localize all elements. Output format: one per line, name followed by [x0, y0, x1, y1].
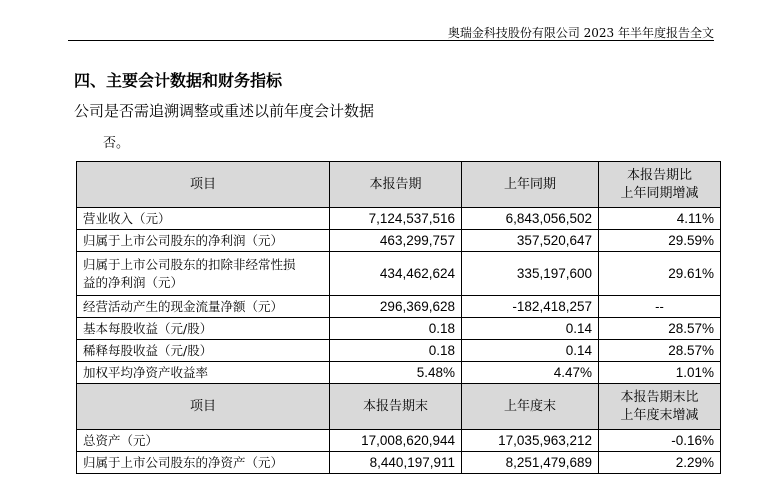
- row-change: 2.29%: [599, 452, 721, 474]
- subheader-item: 项目: [77, 384, 330, 430]
- header-prior-period: 上年同期: [462, 162, 599, 208]
- header-divider: [68, 40, 714, 41]
- row-prior: 8,251,479,689: [462, 452, 599, 474]
- row-change: 29.59%: [599, 230, 721, 252]
- row-current: 0.18: [330, 318, 462, 340]
- row-item: 归属于上市公司股东的净利润（元）: [77, 230, 330, 252]
- subheader-prior-year-end: 上年度末: [462, 384, 599, 430]
- row-item: 归属于上市公司股东的净资产（元）: [77, 452, 330, 474]
- financial-indicators-table: [76, 161, 721, 474]
- row-current: 296,369,628: [330, 296, 462, 318]
- row-current: 17,008,620,944: [330, 430, 462, 452]
- row-change: 1.01%: [599, 362, 721, 384]
- row-change: 28.57%: [599, 340, 721, 362]
- row-prior: 17,035,963,212: [462, 430, 599, 452]
- row-item: 经营活动产生的现金流量净额（元）: [77, 296, 330, 318]
- table-row: [77, 252, 721, 296]
- row-prior: -182,418,257: [462, 296, 599, 318]
- row-prior: 335,197,600: [462, 252, 599, 296]
- row-change: 28.57%: [599, 318, 721, 340]
- row-item: 归属于上市公司股东的扣除非经常性损 益的净利润（元）: [77, 252, 330, 296]
- row-change: 4.11%: [599, 208, 721, 230]
- row-item: 基本每股收益（元/股）: [77, 318, 330, 340]
- row-current: 5.48%: [330, 362, 462, 384]
- row-prior: 4.47%: [462, 362, 599, 384]
- table-header-row: [77, 162, 721, 208]
- table-row: [77, 230, 721, 252]
- subheader-period-end: 本报告期末: [330, 384, 462, 430]
- table-row: [77, 430, 721, 452]
- row-current: 434,462,624: [330, 252, 462, 296]
- row-item: 稀释每股收益（元/股）: [77, 340, 330, 362]
- header-change: 本报告期比 上年同期增减: [599, 162, 721, 208]
- row-change: --: [599, 296, 721, 318]
- row-change: -0.16%: [599, 430, 721, 452]
- row-current: 7,124,537,516: [330, 208, 462, 230]
- table-subheader-row: [77, 384, 721, 430]
- row-change: 29.61%: [599, 252, 721, 296]
- table-row: [77, 340, 721, 362]
- row-prior: 6,843,056,502: [462, 208, 599, 230]
- row-prior: 0.14: [462, 318, 599, 340]
- page-header: 奥瑞金科技股份有限公司 2023 年半年度报告全文: [447, 26, 714, 40]
- table-row: [77, 318, 721, 340]
- header-current-period: 本报告期: [330, 162, 462, 208]
- row-prior: 0.14: [462, 340, 599, 362]
- row-item: 加权平均净资产收益率: [77, 362, 330, 384]
- header-item: 项目: [77, 162, 330, 208]
- section-title: 四、主要会计数据和财务指标: [74, 71, 283, 90]
- restatement-answer: 否。: [103, 136, 130, 151]
- row-item: 总资产（元）: [77, 430, 330, 452]
- table-row: [77, 452, 721, 474]
- row-prior: 357,520,647: [462, 230, 599, 252]
- table-row: [77, 362, 721, 384]
- row-item: 营业收入（元）: [77, 208, 330, 230]
- row-current: 8,440,197,911: [330, 452, 462, 474]
- subheader-change: 本报告期末比 上年度末增减: [599, 384, 721, 430]
- table-row: [77, 296, 721, 318]
- row-current: 463,299,757: [330, 230, 462, 252]
- table-row: [77, 208, 721, 230]
- restatement-question: 公司是否需追溯调整或重述以前年度会计数据: [74, 102, 375, 120]
- row-current: 0.18: [330, 340, 462, 362]
